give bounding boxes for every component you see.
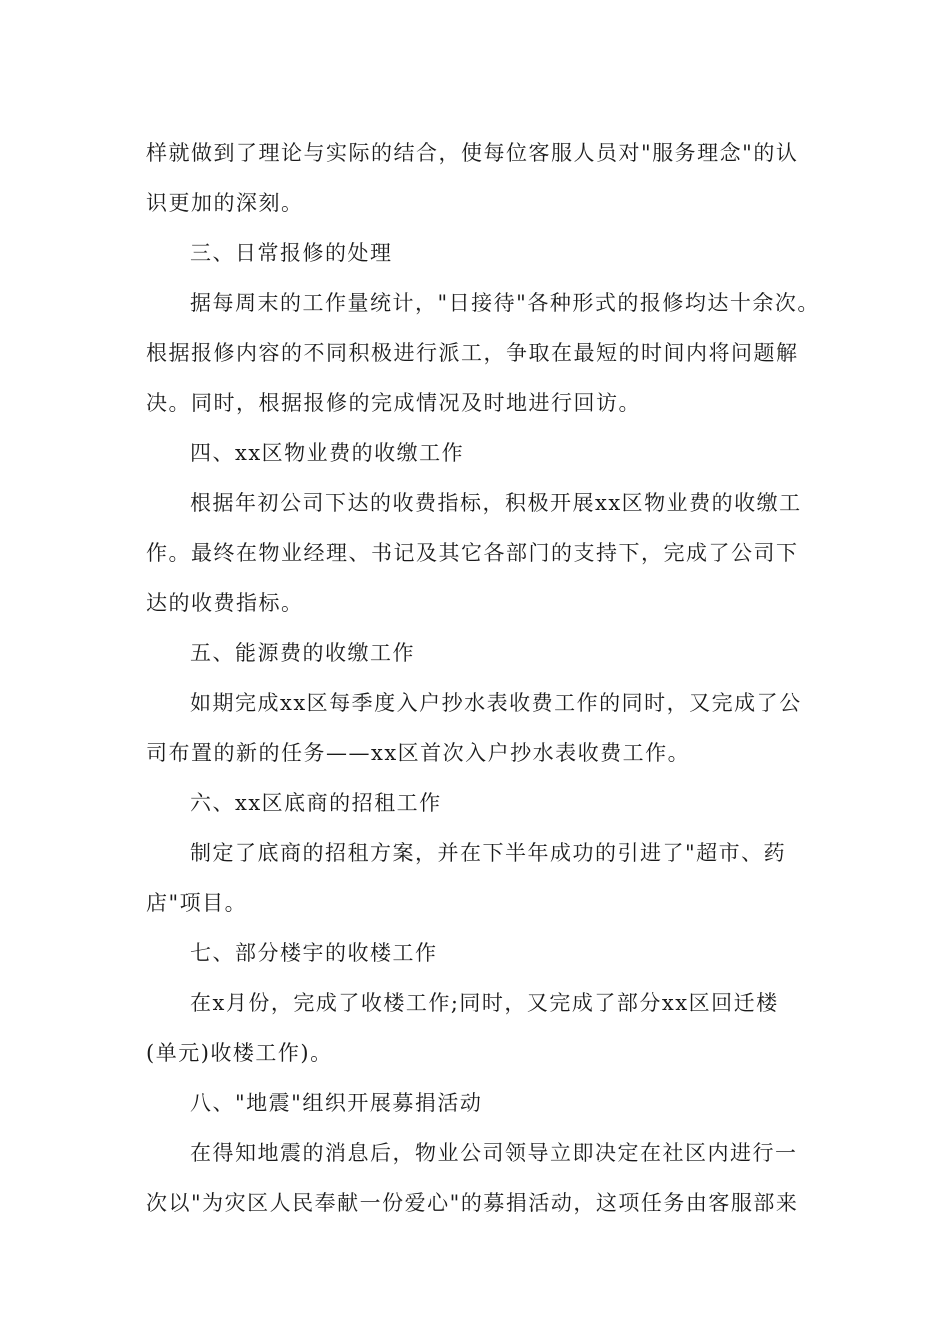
paragraph-start: 制定了底商的招租方案，并在下半年成功的引进了"超市、药 <box>190 841 787 865</box>
section-heading: 五、能源费的收缴工作 <box>190 641 415 665</box>
section-heading: 三、日常报修的处理 <box>190 241 393 265</box>
paragraph-start: 在得知地震的消息后，物业公司领导立即决定在社区内进行一 <box>190 1141 798 1165</box>
text-line: 达的收费指标。 <box>146 591 304 615</box>
paragraph-start: 根据年初公司下达的收费指标，积极开展xx区物业费的收缴工 <box>190 491 802 515</box>
text-line: 作。最终在物业经理、书记及其它各部门的支持下，完成了公司下 <box>146 541 799 565</box>
paragraph-start: 据每周末的工作量统计，"日接待"各种形式的报修均达十余次。 <box>190 291 820 315</box>
text-line: 样就做到了理论与实际的结合，使每位客服人员对"服务理念"的认 <box>146 141 799 165</box>
paragraph-start: 在x月份，完成了收楼工作;同时，又完成了部分xx区回迁楼 <box>190 991 779 1015</box>
text-line: 司布置的新的任务——xx区首次入户抄水表收费工作。 <box>146 741 691 765</box>
text-line: 次以"为灾区人民奉献一份爱心"的募捐活动，这项任务由客服部来 <box>146 1191 799 1215</box>
text-line: 店"项目。 <box>146 891 248 915</box>
text-line: 识更加的深刻。 <box>146 191 304 215</box>
document-body <box>146 128 820 1228</box>
paragraph-start: 如期完成xx区每季度入户抄水表收费工作的同时，又完成了公 <box>190 691 802 715</box>
text-line: 决。同时，根据报修的完成情况及时地进行回访。 <box>146 391 641 415</box>
section-heading: 六、xx区底商的招租工作 <box>190 791 442 815</box>
section-heading: 八、"地震"组织开展募捐活动 <box>190 1091 483 1115</box>
text-line: (单元)收楼工作)。 <box>146 1041 333 1065</box>
section-heading: 四、xx区物业费的收缴工作 <box>190 441 465 465</box>
text-line: 根据报修内容的不同积极进行派工，争取在最短的时间内将问题解 <box>146 341 799 365</box>
section-heading: 七、部分楼宇的收楼工作 <box>190 941 438 965</box>
